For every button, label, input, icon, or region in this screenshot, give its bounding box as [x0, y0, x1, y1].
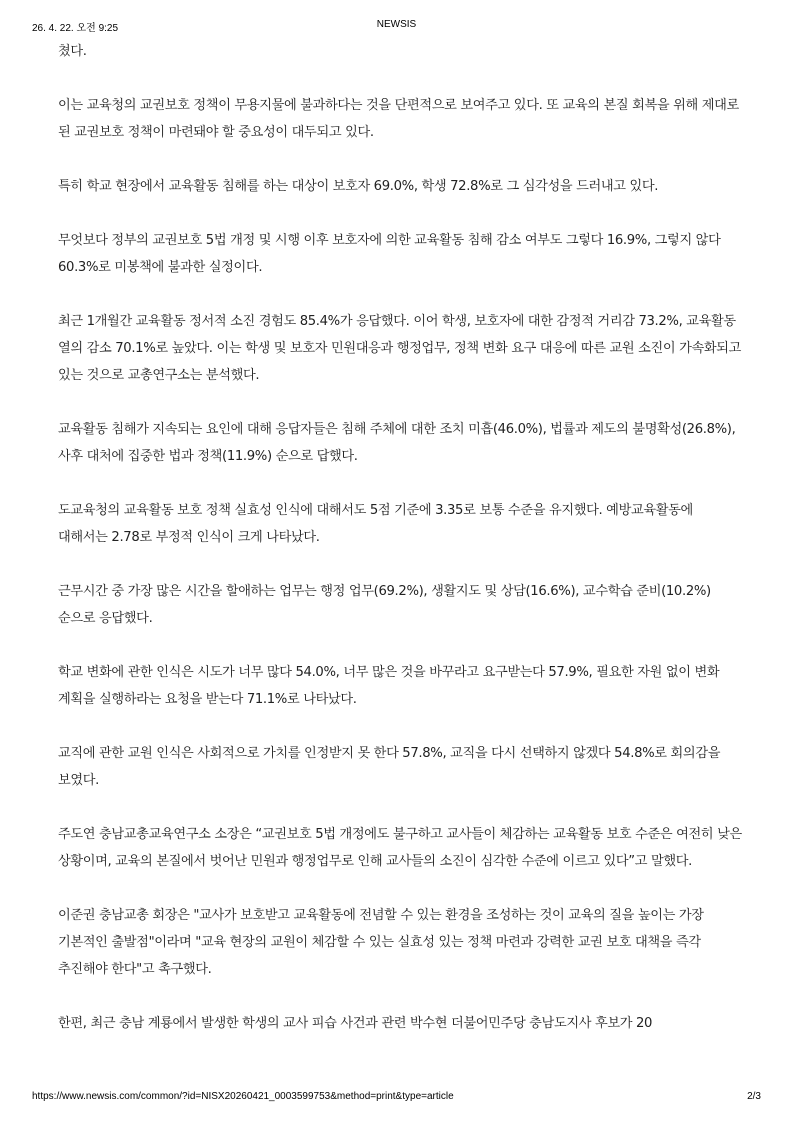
article-paragraph: 최근 1개월간 교육활동 정서적 소진 경험도 85.4%가 응답했다. 이어 학생, 보호자에 대한 감정적 거리감 73.2%, 교육활동 열의 감소 70.1%로 높았다. 이는 학생 및 보호자 민원대응과 행정업무, 정책 변화 요구 대응에 따른 교원 소진이 가속화되고 있는 것으로 교총연구소는 분석했다. [58, 314, 742, 383]
article-paragraph: 쳤다. [58, 44, 87, 59]
print-footer [0, 1091, 793, 1105]
article-paragraph: 이는 교육청의 교권보호 정책이 무용지물에 불과하다는 것을 단편적으로 보여주고 있다. 또 교육의 본질 회복을 위해 제대로 된 교권보호 정책이 마련돼야 할 중요성이 대두되고 있다. [58, 98, 739, 140]
page-number: 2/3 [747, 1091, 761, 1102]
site-name: NEWSIS [376, 19, 417, 30]
article-paragraph: 주도연 충남교총교육연구소 소장은 “교권보호 5법 개정에도 불구하고 교사들이 체감하는 교육활동 보호 수준은 여전히 낮은 상황이며, 교육의 본질에서 벗어난 민원과 행정업무로 인해 교사들의 소진이 심각한 수준에 이르고 있다”고 말했다. [58, 827, 742, 869]
article-paragraph: 한편, 최근 충남 계룡에서 발생한 학생의 교사 피습 사건과 관련 박수현 더불어민주당 충남도지사 후보가 20 [58, 1016, 653, 1031]
article-paragraph: 학교 변화에 관한 인식은 시도가 너무 많다 54.0%, 너무 많은 것을 바꾸라고 요구받는다 57.9%, 필요한 자원 없이 변화 계획을 실행하라는 요청을 받는다 71.1%로 나타났다. [58, 665, 720, 707]
article-paragraph: 이준권 충남교총 회장은 "교사가 보호받고 교육활동에 전념할 수 있는 환경을 조성하는 것이 교육의 질을 높이는 가장 기본적인 출발점"이라며 "교육 현장의 교원이 체감할 수 있는 실효성 있는 정책 마련과 강력한 교권 보호 대책을 즉각 추진해야 한다"고 촉구했다. [58, 908, 704, 977]
article-paragraph: 특히 학교 현장에서 교육활동 침해를 하는 대상이 보호자 69.0%, 학생 72.8%로 그 심각성을 드러내고 있다. [58, 179, 659, 194]
article-paragraph: 근무시간 중 가장 많은 시간을 할애하는 업무는 행정 업무(69.2%), 생활지도 및 상담(16.6%), 교수학습 준비(10.2%) 순으로 응답했다. [58, 584, 711, 626]
print-header [0, 19, 793, 33]
article-paragraph: 교육활동 침해가 지속되는 요인에 대해 응답자들은 침해 주체에 대한 조치 미흡(46.0%), 법률과 제도의 불명확성(26.8%), 사후 대처에 집중한 법과 정책(11.9%) 순으로 답했다. [58, 422, 736, 464]
article-paragraph: 도교육청의 교육활동 보호 정책 실효성 인식에 대해서도 5점 기준에 3.35로 보통 수준을 유지했다. 예방교육활동에 대해서는 2.78로 부정적 인식이 크게 나타났다. [58, 503, 693, 545]
article-url: https://www.newsis.com/common/?id=NISX20260421_0003599753&method=print&type=article [32, 1091, 454, 1102]
print-datetime: 26. 4. 22. 오전 9:25 [32, 23, 119, 34]
article-body [58, 38, 742, 1064]
article-paragraph: 교직에 관한 교원 인식은 사회적으로 가치를 인정받지 못 한다 57.8%, 교직을 다시 선택하지 않겠다 54.8%로 회의감을 보였다. [58, 746, 721, 788]
article-paragraph: 무엇보다 정부의 교권보호 5법 개정 및 시행 이후 보호자에 의한 교육활동 침해 감소 여부도 그렇다 16.9%, 그렇지 않다 60.3%로 미봉책에 불과한 실정이다. [58, 233, 721, 275]
